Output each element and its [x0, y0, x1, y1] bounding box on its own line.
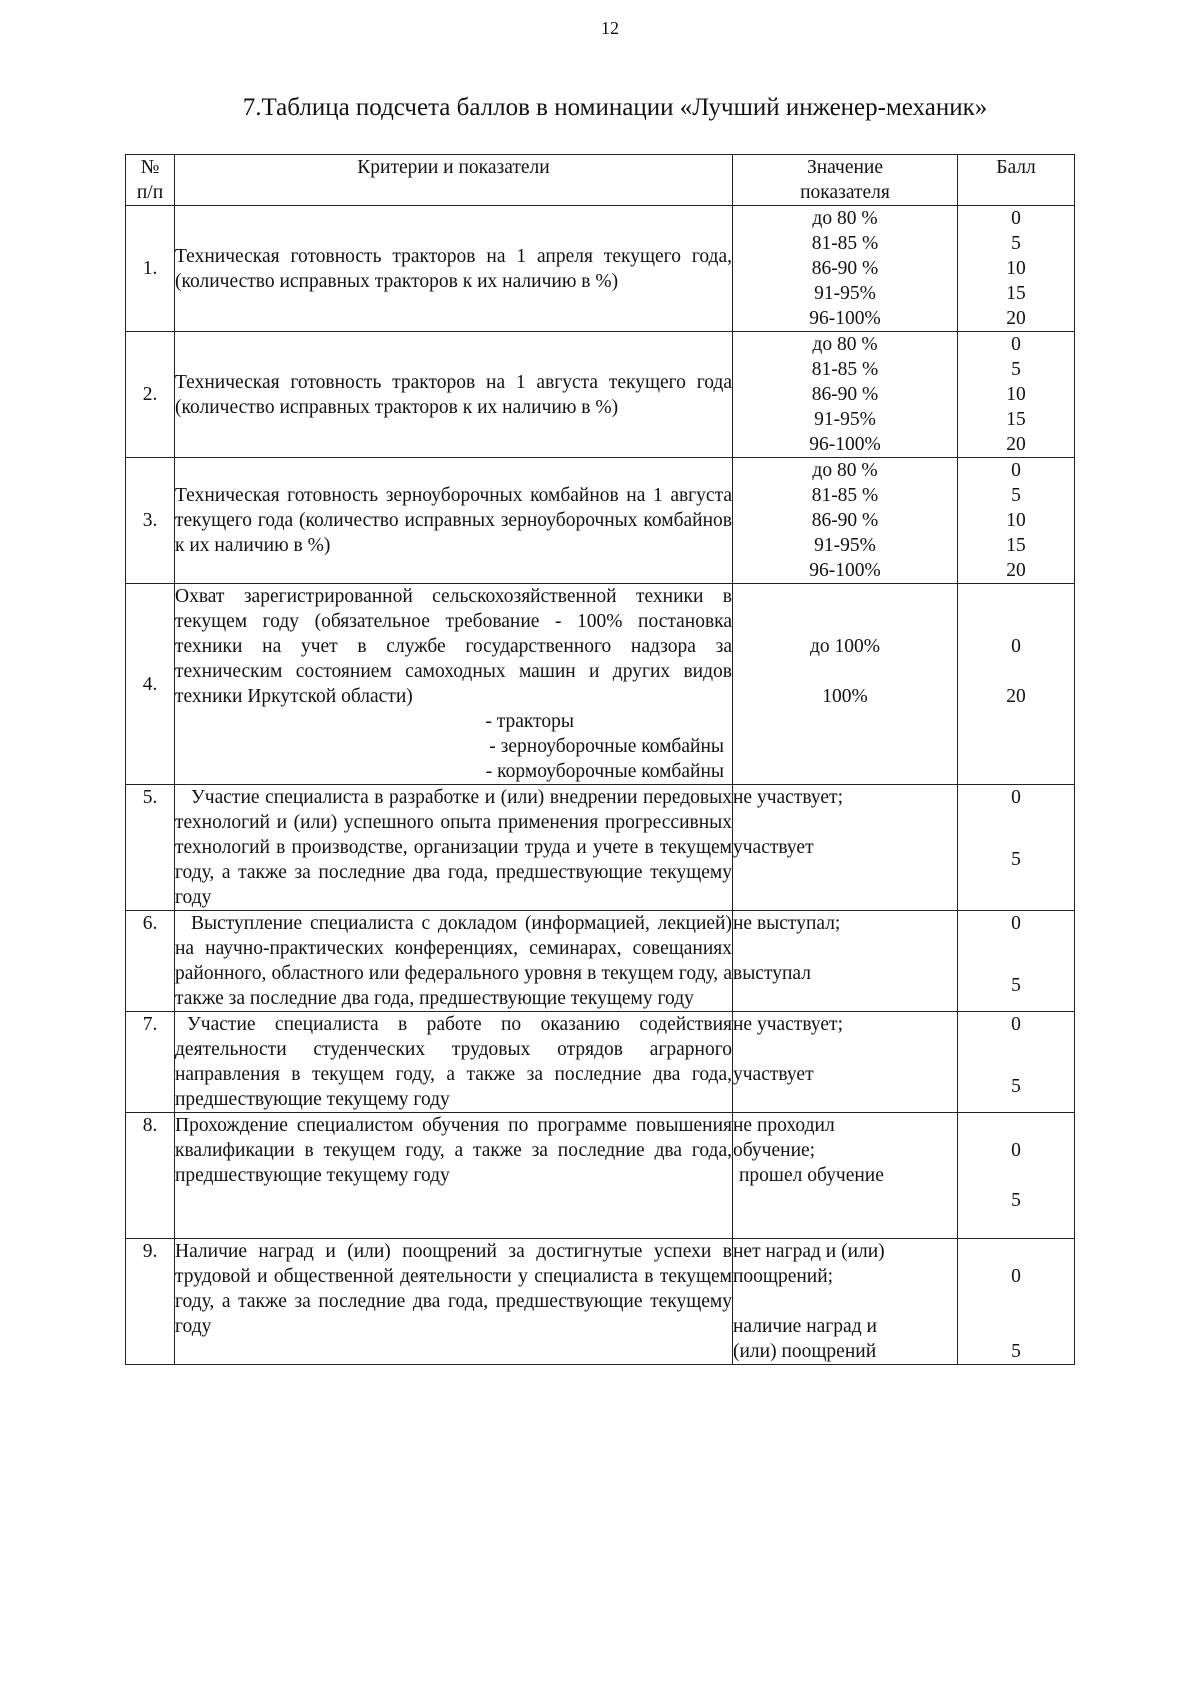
- header-criteria: Критерии и показатели: [175, 155, 733, 206]
- point-item: 5: [1011, 1076, 1021, 1097]
- row-criteria: Выступление специалиста с докладом (информацией, лекцией) на научно-практических конференциях, семинарах, совещаниях районного, областного или федерального уровня в текущем году, а также за последние два года, предшествующие текущему году: [175, 911, 733, 1012]
- value-item: не участвует;: [733, 787, 843, 808]
- row-criteria: Прохождение специалистом обучения по программе повышения квалификации в текущем году, а также за последние два года, предшествующие текущему году: [175, 1113, 733, 1239]
- value-item: 86-90 %: [811, 258, 879, 279]
- value-item: 81-85 %: [811, 485, 879, 506]
- value-item: 96-100%: [809, 308, 881, 329]
- point-item: 5: [1011, 1341, 1021, 1362]
- row-criteria-text: Охват зарегистрированной сельскохозяйственной техники в текущем году (обязательное требование - 100% постановка техники на учет в службе государственного надзора за техническим состоянием самоходных машин и других видов техники Иркутской области): [175, 586, 732, 707]
- row-points: [958, 911, 1075, 1012]
- value-item: не проходил обучение;: [733, 1115, 835, 1161]
- value-item: до 80 %: [812, 460, 878, 481]
- row-number: 6.: [126, 911, 175, 1012]
- row-points: [958, 584, 1075, 785]
- header-value-line1: Значение: [806, 157, 884, 178]
- table-row: [126, 458, 1075, 584]
- point-item: 15: [1006, 409, 1026, 430]
- row-points: [958, 785, 1075, 911]
- point-item: 0: [1011, 334, 1021, 355]
- header-number-line2: п/п: [136, 182, 164, 203]
- row-number: 1.: [126, 206, 175, 332]
- value-item: до 80 %: [812, 334, 878, 355]
- page-number: 12: [601, 18, 619, 38]
- table-row: [126, 1113, 1075, 1239]
- row-criteria: [175, 584, 733, 785]
- point-item: 0: [1011, 208, 1021, 229]
- value-item: нет наград и (или) поощрений;: [733, 1241, 885, 1287]
- point-item: 5: [1011, 849, 1021, 870]
- point-item: 15: [1006, 283, 1026, 304]
- row-number: 9.: [126, 1239, 175, 1365]
- value-item: 86-90 %: [811, 384, 879, 405]
- equipment-list: [175, 709, 732, 784]
- point-item: 5: [1011, 485, 1021, 506]
- row-number: 8.: [126, 1113, 175, 1239]
- row-values: [733, 911, 958, 1012]
- point-item: 10: [1006, 384, 1026, 405]
- table-title: 7.Таблица подсчета баллов в номинации «Лучший инженер-механик»: [242, 94, 988, 121]
- value-item: 81-85 %: [811, 233, 879, 254]
- point-item: 20: [1006, 560, 1026, 581]
- point-item: 10: [1006, 258, 1026, 279]
- table-row: [126, 1012, 1075, 1113]
- value-item: прошел обучение: [739, 1165, 884, 1186]
- point-item: 0: [1011, 460, 1021, 481]
- row-values: [733, 785, 958, 911]
- header-value: [733, 155, 958, 206]
- row-points: [958, 1012, 1075, 1113]
- row-criteria: Техническая готовность зерноуборочных комбайнов на 1 августа текущего года (количество исправных зерноуборочных комбайнов к их наличию в %): [175, 458, 733, 584]
- point-item: 20: [1006, 434, 1026, 455]
- table-row: [126, 785, 1075, 911]
- point-item: 0: [1011, 1014, 1021, 1035]
- value-item: наличие наград и (или) поощрений: [733, 1316, 877, 1362]
- table-row: [126, 911, 1075, 1012]
- row-number: 7.: [126, 1012, 175, 1113]
- row-number: 3.: [126, 458, 175, 584]
- point-item: 5: [1011, 1190, 1021, 1211]
- row-points: [958, 1113, 1075, 1239]
- row-values: [733, 1113, 958, 1239]
- point-item: 20: [1006, 686, 1026, 707]
- point-item: 15: [1006, 535, 1026, 556]
- value-item: 86-90 %: [811, 510, 879, 531]
- row-points: [958, 1239, 1075, 1365]
- value-item: 100%: [822, 686, 868, 707]
- scoring-table: [125, 154, 1075, 1365]
- value-item: выступал: [733, 963, 811, 984]
- row-points: [958, 206, 1075, 332]
- value-item: 91-95%: [814, 283, 876, 304]
- header-value-line2: показателя: [800, 182, 890, 203]
- value-item: 91-95%: [814, 535, 876, 556]
- row-values: [733, 332, 958, 458]
- table-row: [126, 584, 1075, 785]
- row-points: [958, 332, 1075, 458]
- point-item: 20: [1006, 308, 1026, 329]
- row-number: 4.: [126, 584, 175, 785]
- value-item: 91-95%: [814, 409, 876, 430]
- row-number: 2.: [126, 332, 175, 458]
- point-item: 5: [1011, 233, 1021, 254]
- value-item: участвует: [733, 1064, 814, 1085]
- value-item: не выступал;: [733, 913, 841, 934]
- point-item: 0: [1011, 1140, 1021, 1161]
- row-values: [733, 458, 958, 584]
- header-number-line1: №: [140, 157, 160, 178]
- list-item: - тракторы: [485, 711, 574, 732]
- table-row: [126, 206, 1075, 332]
- value-item: до 80 %: [812, 208, 878, 229]
- table-row: [126, 1239, 1075, 1365]
- row-criteria: Техническая готовность тракторов на 1 апреля текущего года, (количество исправных тракторов к их наличию в %): [175, 206, 733, 332]
- value-item: 96-100%: [809, 560, 881, 581]
- table-row: [126, 332, 1075, 458]
- value-item: 81-85 %: [811, 359, 879, 380]
- row-criteria: Участие специалиста в разработке и (или) внедрении передовых технологий и (или) успешного опыта применения прогрессивных технологий в производстве, организации труда и учете в текущем году, а также за последние два года, предшествующие текущему году: [175, 785, 733, 911]
- point-item: 10: [1006, 510, 1026, 531]
- value-item: до 100%: [809, 636, 881, 657]
- row-criteria: Техническая готовность тракторов на 1 августа текущего года (количество исправных тракторов к их наличию в %): [175, 332, 733, 458]
- point-item: 5: [1011, 975, 1021, 996]
- row-number: 5.: [126, 785, 175, 911]
- point-item: 5: [1011, 359, 1021, 380]
- list-item: - кормоуборочные комбайны: [485, 761, 724, 782]
- value-item: 96-100%: [809, 434, 881, 455]
- list-item: - зерноуборочные комбайны: [489, 736, 724, 757]
- point-item: 0: [1011, 636, 1021, 657]
- point-item: 0: [1011, 913, 1021, 934]
- table-header-row: [126, 155, 1075, 206]
- point-item: 0: [1011, 1266, 1021, 1287]
- row-values: [733, 206, 958, 332]
- header-points: Балл: [958, 155, 1075, 206]
- row-values: [733, 584, 958, 785]
- point-item: 0: [1011, 787, 1021, 808]
- row-points: [958, 458, 1075, 584]
- value-item: не участвует;: [733, 1014, 843, 1035]
- header-number: [126, 155, 175, 206]
- row-criteria: Наличие наград и (или) поощрений за достигнутые успехи в трудовой и общественной деятельности у специалиста в текущем году, а также за последние два года, предшествующие текущему году: [175, 1239, 733, 1365]
- row-values: [733, 1239, 958, 1365]
- row-criteria: Участие специалиста в работе по оказанию содействия деятельности студенческих трудовых отрядов аграрного направления в текущем году, а также за последние два года, предшествующие текущему году: [175, 1012, 733, 1113]
- row-values: [733, 1012, 958, 1113]
- value-item: участвует: [733, 837, 814, 858]
